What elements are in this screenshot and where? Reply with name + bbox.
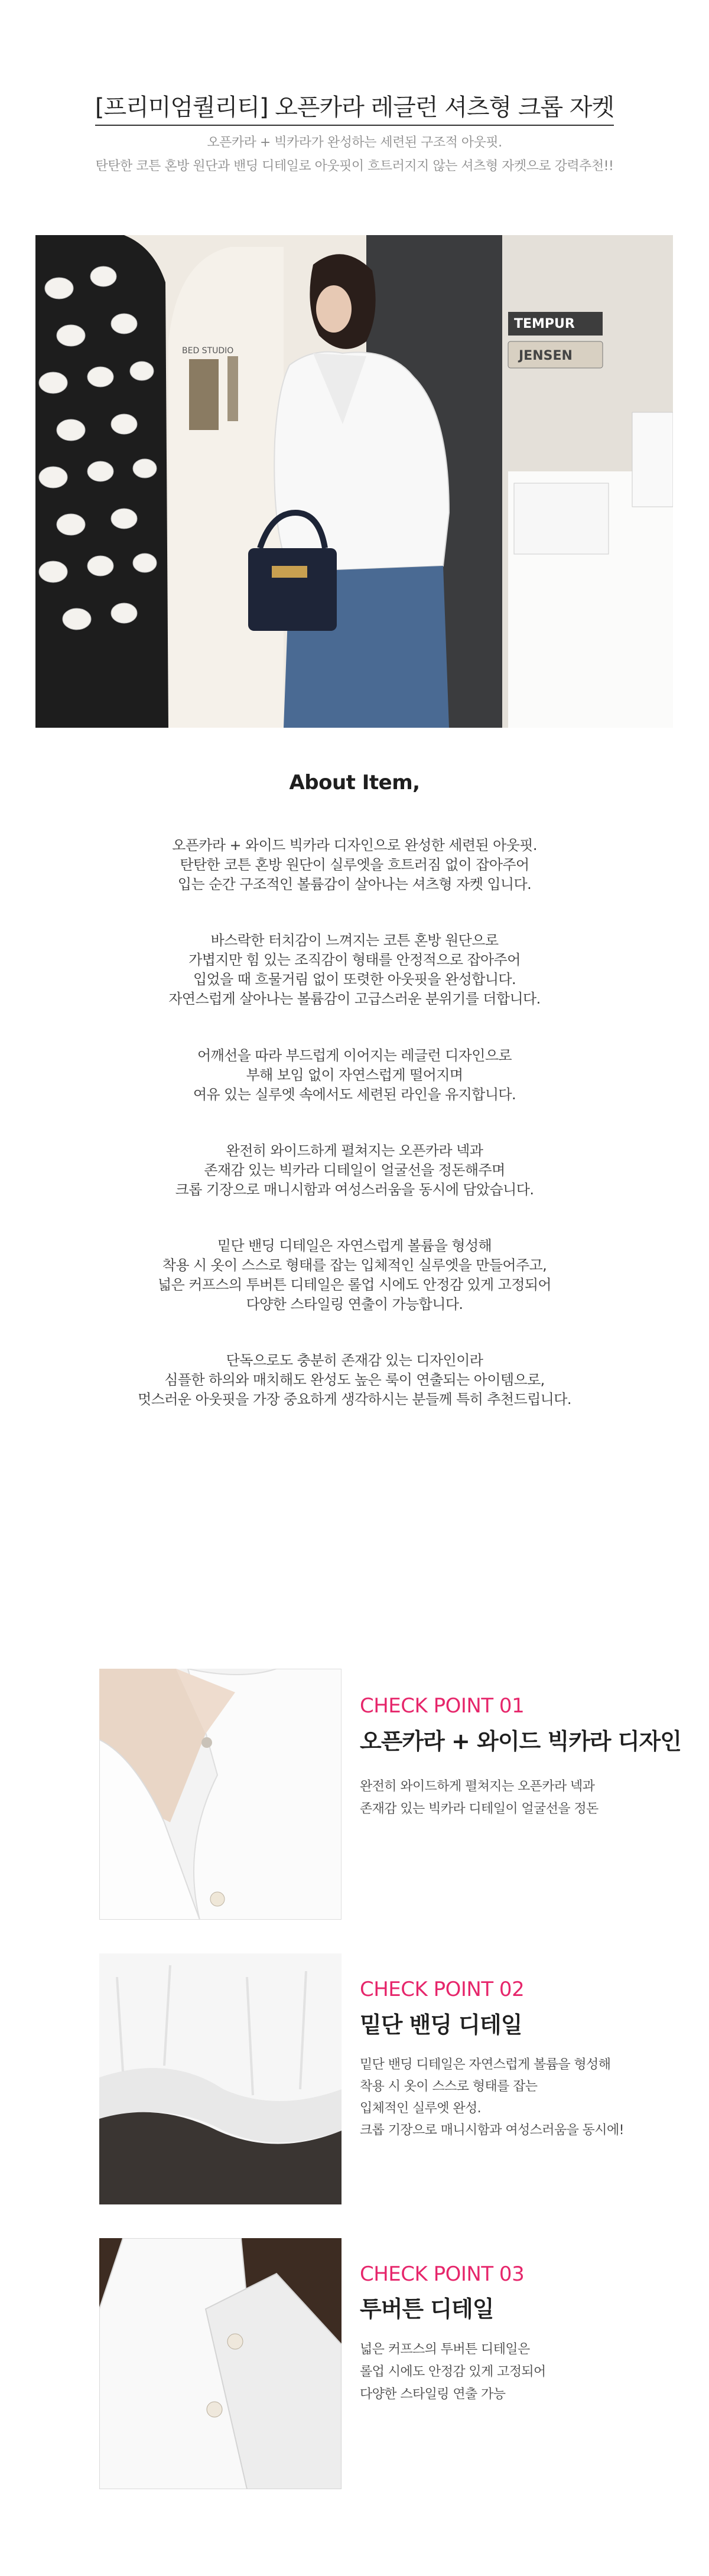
check-point-02-line: 크롭 기장으로 매니시함과 여성스러움을 동시에! [360,2123,624,2138]
check-point-03-photo [99,2238,342,2489]
check-point-02-photo [99,1953,342,2204]
check-point-03-label: CHECK POINT 03 [360,2262,525,2286]
product-title-wrap [0,89,709,122]
check-point-01-line: 완전히 와이드하게 펼쳐지는 오픈카라 넥과 [360,1779,595,1794]
product-title: [프리미엄퀄리티] 오픈카라 레글런 셔츠형 크롭 자켓 [95,94,614,126]
about-line: 입는 순간 구조적인 볼륨감이 살아나는 셔츠형 자켓 입니다. [177,876,532,893]
tempur-sign: TEMPUR [514,317,575,331]
about-line: 밑단 밴딩 디테일은 자연스럽게 볼륨을 형성해 [217,1237,492,1254]
about-line: 자연스럽게 살아나는 볼륨감이 고급스러운 분위기를 더합니다. [168,991,541,1007]
about-line: 여유 있는 실루엣 속에서도 세련된 라인을 유지합니다. [193,1086,516,1103]
about-line: 단독으로도 충분히 존재감 있는 디자인이라 [226,1352,483,1369]
about-line: 완전히 와이드하게 펼쳐지는 오픈카라 넥과 [226,1142,483,1159]
check-point-01-label: CHECK POINT 01 [360,1694,525,1718]
about-line: 크롭 기장으로 매니시함과 여성스러움을 동시에 담았습니다. [175,1181,534,1198]
check-point-03-line: 다양한 스타일링 연출 가능 [360,2387,506,2402]
about-line: 입었을 때 흐물거림 없이 또렷한 아웃핏을 완성합니다. [193,971,516,988]
product-subtitle-2: 탄탄한 코튼 혼방 원단과 밴딩 디테일로 아웃핏이 흐트러지지 않는 셔츠형 자켓으로 강력추천!! [95,159,614,174]
hero-photo [35,235,673,728]
about-line: 가볍지만 힘 있는 조직감이 형태를 안정적으로 잡아주어 [188,952,521,968]
about-line: 멋스러운 아웃핏을 가장 중요하게 생각하시는 분들께 특히 추천드립니다. [138,1391,571,1408]
about-line: 심플한 하의와 매치해도 완성도 높은 룩이 연출되는 아이템으로, [164,1372,545,1388]
about-line: 넓은 커프스의 투버튼 디테일은 롤업 시에도 안정감 있게 고정되어 [158,1276,551,1293]
check-point-01-line: 존재감 있는 빅카라 디테일이 얼굴선을 정돈 [360,1802,599,1816]
check-point-03-line: 넓은 커프스의 투버튼 디테일은 [360,2342,530,2357]
bed-studio-sign: BED STUDIO [182,346,234,356]
check-point-02-line: 입체적인 실루엣 완성. [360,2101,482,2116]
about-line: 존재감 있는 빅카라 디테일이 얼굴선을 정돈해주며 [204,1162,505,1178]
check-point-02-label: CHECK POINT 02 [360,1978,525,2001]
about-line: 부해 보임 없이 자연스럽게 떨어지며 [246,1067,463,1083]
product-subtitle-1: 오픈카라 + 빅카라가 완성하는 세련된 구조적 아웃핏. [207,135,502,150]
about-title: About Item, [289,771,420,794]
check-point-02-line: 밑단 밴딩 디테일은 자연스럽게 볼륨을 형성해 [360,2057,611,2072]
about-line: 어깨선을 따라 부드럽게 이어지는 레글런 디자인으로 [197,1047,512,1064]
check-point-03-line: 롤업 시에도 안정감 있게 고정되어 [360,2365,546,2379]
about-line: 바스락한 터치감이 느껴지는 코튼 혼방 원단으로 [210,932,499,949]
about-line: 착용 시 옷이 스스로 형태를 잡는 입체적인 실루엣을 만들어주고, [162,1257,547,1274]
about-line: 다양한 스타일링 연출이 가능합니다. [246,1296,463,1313]
check-point-03-heading: 투버튼 디테일 [360,2296,494,2322]
about-line: 오픈카라 + 와이드 빅카라 디자인으로 완성한 세련된 아웃핏. [172,837,537,854]
check-point-02-heading: 밑단 밴딩 디테일 [360,2012,522,2038]
check-point-01-heading: 오픈카라 + 와이드 빅카라 디자인 [360,1728,681,1754]
check-point-02-line: 착용 시 옷이 스스로 형태를 잡는 [360,2079,538,2094]
jensen-sign: JENSEN [519,349,573,363]
check-point-01-photo [99,1669,342,1920]
about-line: 탄탄한 코튼 혼방 원단이 실루엣을 흐트러짐 없이 잡아주어 [180,857,529,873]
